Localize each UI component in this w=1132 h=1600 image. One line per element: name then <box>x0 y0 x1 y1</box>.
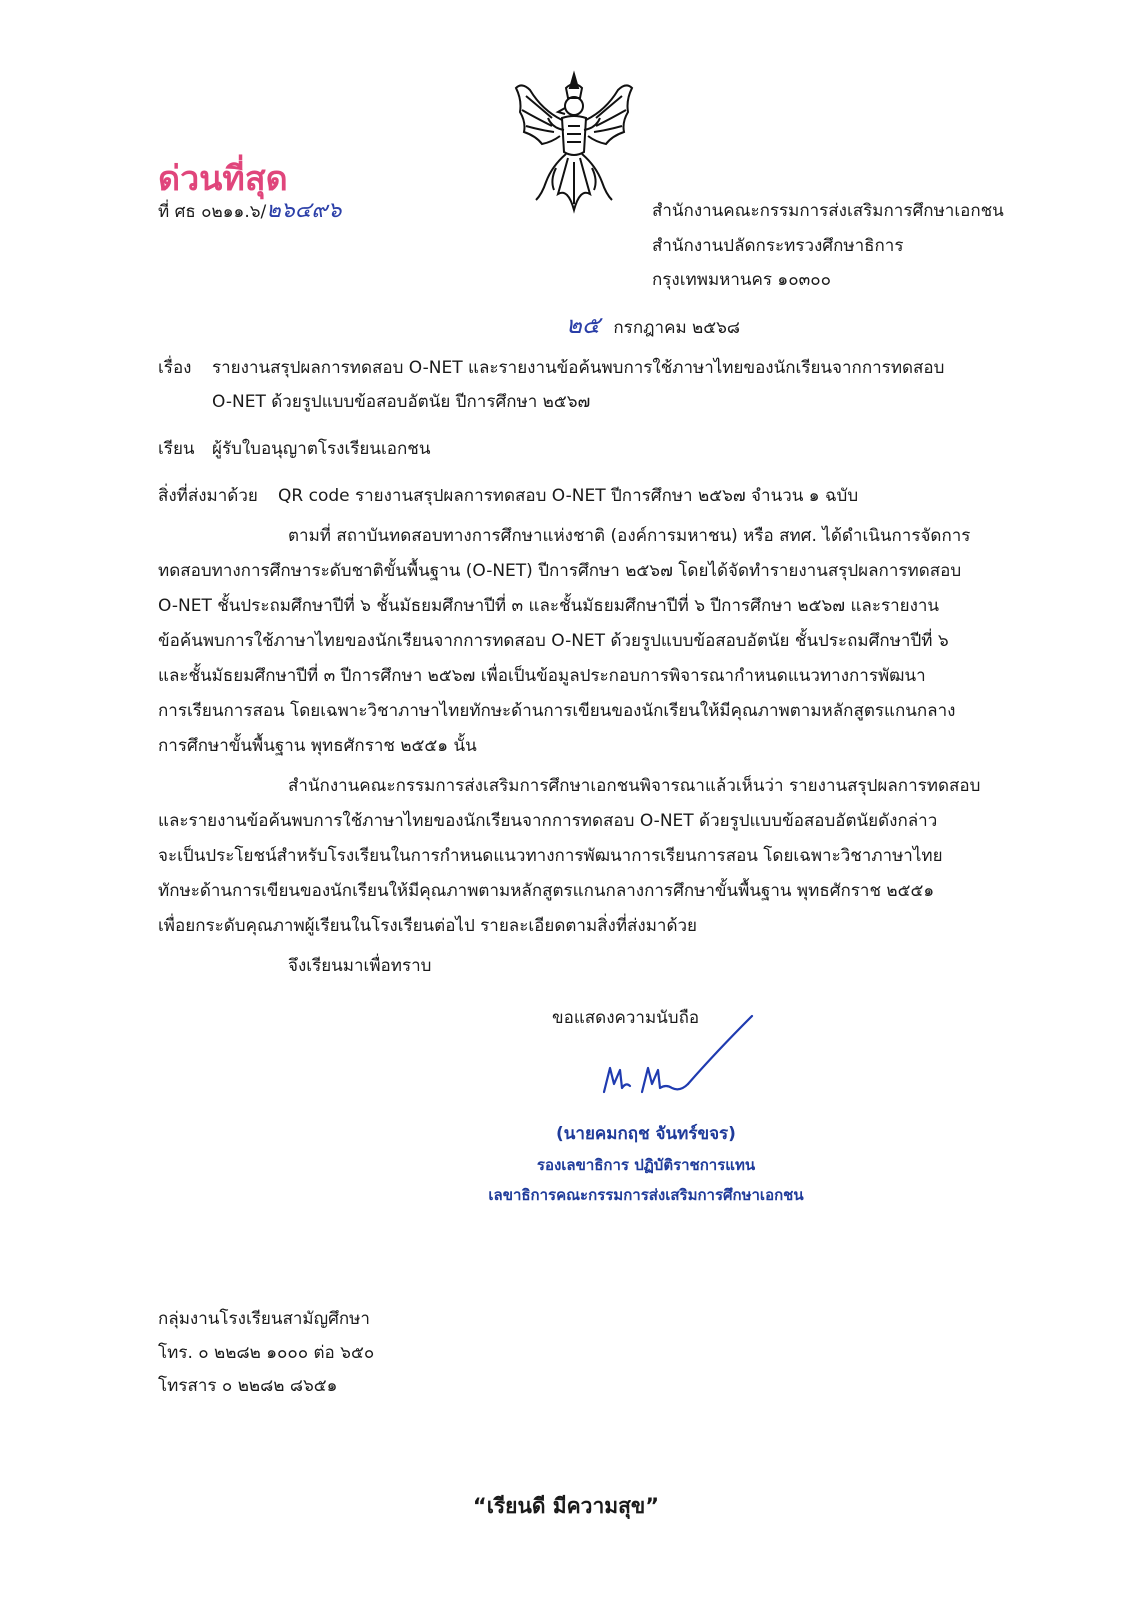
footer-tel: โทร. ๐ ๒๒๘๒ ๑๐๐๐ ต่อ ๖๕๐ <box>158 1343 375 1363</box>
enclosure-value: QR code รายงานสรุปผลการทดสอบ O-NET ปีการศึกษา ๒๕๖๗ จำนวน ๑ ฉบับ <box>278 486 859 506</box>
footer-fax: โทรสาร ๐ ๒๒๘๒ ๘๖๕๑ <box>158 1376 338 1396</box>
closing-line: จึงเรียนมาเพื่อทราบ <box>288 956 432 976</box>
signatory-name: (นายคมกฤช จันทร์ขจร) <box>556 1124 736 1144</box>
para1-line-7: การศึกษาขั้นพื้นฐาน พุทธศักราช ๒๕๕๑ นั้น <box>158 736 477 756</box>
para1-line-3: O-NET ชั้นประถมศึกษาปีที่ ๖ ชั้นมัธยมศึกษาปีที่ ๓ และชั้นมัธยมศึกษาปีที่ ๖ ปีการศึกษา ๒๕๖๗ และรายงาน <box>158 596 940 616</box>
para2-line-1: สำนักงานคณะกรรมการส่งเสริมการศึกษาเอกชนพิจารณาแล้วเห็นว่า รายงานสรุปผลการทดสอบ <box>288 776 981 796</box>
reference-number <box>158 200 341 222</box>
para1-line-6: การเรียนการสอน โดยเฉพาะวิชาภาษาไทยทักษะด้านการเขียนของนักเรียนให้มีคุณภาพตามหลักสูตรแกนกลาง <box>158 701 956 721</box>
para1-line-2: ทดสอบทางการศึกษาระดับชาติขั้นพื้นฐาน (O-NET) ปีการศึกษา ๒๕๖๗ โดยได้จัดทำรายงานสรุปผลการทดสอบ <box>158 561 962 581</box>
para2-line-4: ทักษะด้านการเขียนของนักเรียนให้มีคุณภาพตามหลักสูตรแกนกลางการศึกษาขั้นพื้นฐาน พุทธศักราช ๒๕๕๑ <box>158 881 935 901</box>
para2-line-3: จะเป็นประโยชน์สำหรับโรงเรียนในการกำหนดแนวทางการพัฒนาการเรียนการสอน โดยเฉพาะวิชาภาษาไทย <box>158 846 943 866</box>
date-day-handwritten: ๒๕ <box>566 311 600 339</box>
subject-label: เรื่อง <box>158 358 192 378</box>
motto: “เรียนดี มีความสุข” <box>472 1494 660 1518</box>
footer-unit: กลุ่มงานโรงเรียนสามัญศึกษา <box>158 1309 370 1329</box>
sender-line-2: สำนักงานปลัดกระทรวงศึกษาธิการ <box>652 236 904 256</box>
subject-line-1: รายงานสรุปผลการทดสอบ O-NET และรายงานข้อค้นพบการใช้ภาษาไทยของนักเรียนจากการทดสอบ <box>212 358 945 378</box>
sender-line-1: สำนักงานคณะกรรมการส่งเสริมการศึกษาเอกชน <box>652 201 1004 221</box>
recipient-label: เรียน <box>158 439 195 459</box>
reference-number-handwritten: ๒๖๔๙๖ <box>266 198 342 223</box>
para1-line-1: ตามที่ สถาบันทดสอบทางการศึกษาแห่งชาติ (องค์การมหาชน) หรือ สทศ. ได้ดำเนินการจัดการ <box>288 526 971 546</box>
signatory-position-1: รองเลขาธิการ ปฏิบัติราชการแทน <box>536 1156 756 1174</box>
sender-line-3: กรุงเทพมหานคร ๑๐๓๐๐ <box>652 270 831 290</box>
para2-line-2: และรายงานข้อค้นพบการใช้ภาษาไทยของนักเรียนจากการทดสอบ O-NET ด้วยรูปแบบข้อสอบอัตนัยดังกล่าว <box>158 811 938 831</box>
urgent-label: ด่วนที่สุด <box>158 159 288 199</box>
subject-line-2: O-NET ด้วยรูปแบบข้อสอบอัตนัย ปีการศึกษา ๒๕๖๗ <box>212 392 591 412</box>
para2-line-5: เพื่อยกระดับคุณภาพผู้เรียนในโรงเรียนต่อไป รายละเอียดตามสิ่งที่ส่งมาด้วย <box>158 916 698 936</box>
reference-prefix: ที่ ศธ ๐๒๑๑.๖/ <box>158 202 267 222</box>
para1-line-5: และชั้นมัธยมศึกษาปีที่ ๓ ปีการศึกษา ๒๕๖๗ เพื่อเป็นข้อมูลประกอบการพิจารณากำหนดแนวทางการพัฒนา <box>158 666 926 686</box>
letter-date <box>566 313 740 337</box>
date-month-year: กรกฎาคม ๒๕๖๘ <box>613 318 741 338</box>
handwritten-signature-icon <box>596 1012 760 1104</box>
regards-text: ขอแสดงความนับถือ <box>552 1008 700 1028</box>
para1-line-4: ข้อค้นพบการใช้ภาษาไทยของนักเรียนจากการทดสอบ O-NET ด้วยรูปแบบข้อสอบอัตนัย ชั้นประถมศึกษาปีที่ ๖ <box>158 631 949 651</box>
garuda-emblem-icon <box>512 70 636 215</box>
recipient-value: ผู้รับใบอนุญาตโรงเรียนเอกชน <box>212 439 431 459</box>
signatory-position-2: เลขาธิการคณะกรรมการส่งเสริมการศึกษาเอกชน <box>488 1186 804 1204</box>
enclosure-label: สิ่งที่ส่งมาด้วย <box>158 486 258 506</box>
